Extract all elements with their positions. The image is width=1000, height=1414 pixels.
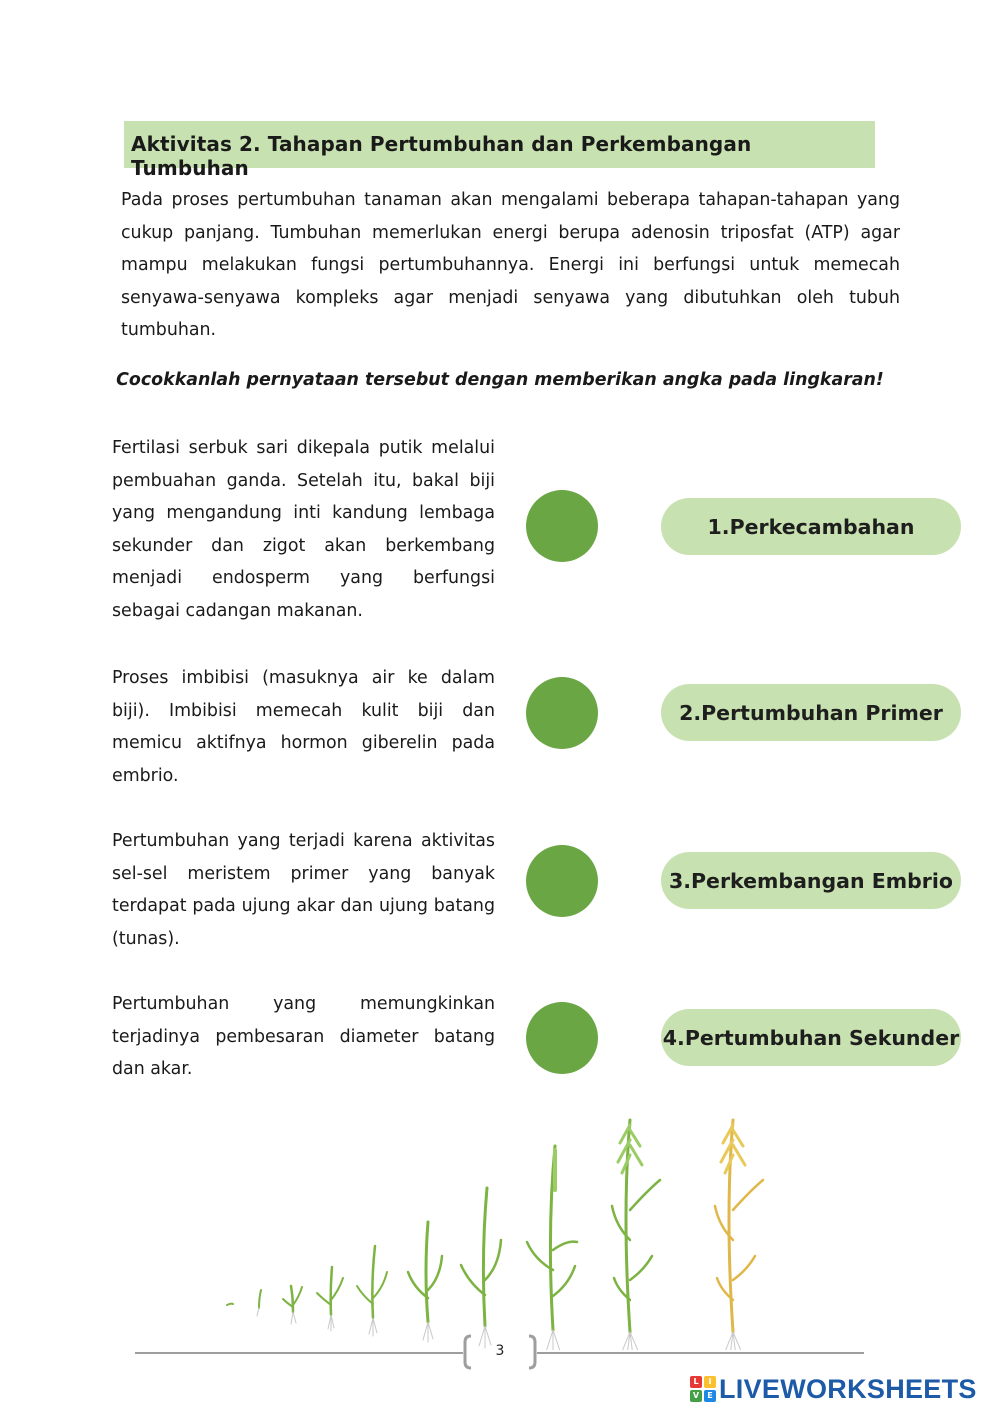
option-pill-2: 2.Pertumbuhan Primer [661, 684, 961, 741]
activity-title: Aktivitas 2. Tahapan Pertumbuhan dan Perkembangan Tumbuhan [131, 132, 752, 180]
option-pill-1: 1.Perkecambahan [661, 498, 961, 555]
intro-paragraph: Pada proses pertumbuhan tanaman akan mengalami beberapa tahapan-tahapan yang cukup panjang. Tumbuhan memerlukan energi berupa adenosin triposfat (ATP) agar mampu melakukan fungsi pertumbuhannya. Energi ini berfungsi untuk memecah senyawa-senyawa kompleks agar menjadi senyawa yang dibutuhkan oleh tubuh tumbuhan. [121, 190, 900, 341]
option-pill-3: 3.Perkembangan Embrio [661, 852, 961, 909]
footer-line-left [135, 1352, 463, 1354]
plant-stage-6 [408, 1222, 442, 1342]
plant-stage-8 [527, 1146, 577, 1350]
instruction-text: Cocokkanlah pernyataan tersebut dengan memberikan angka pada lingkaran! [116, 370, 884, 390]
answer-circle-2[interactable] [526, 677, 598, 749]
answer-circle-1[interactable] [526, 490, 598, 562]
plant-stage-1 [227, 1304, 233, 1305]
statement-3: Pertumbuhan yang terjadi karena aktivitas sel-sel meristem primer yang banyak terdapat pada ujung akar dan ujung batang (tunas). [112, 831, 495, 949]
activity-title-bar [124, 121, 875, 180]
brand-wordmark: LIVEWORKSHEETS [719, 1373, 977, 1404]
footer-line-right [537, 1352, 864, 1354]
plant-stage-4 [317, 1267, 343, 1331]
plant-stage-3 [283, 1286, 302, 1324]
liveworksheets-logo-icon: L I V E [690, 1376, 716, 1402]
plant-growth-illustration [0, 1100, 1000, 1350]
answer-circle-3[interactable] [526, 845, 598, 917]
plant-stage-9 [612, 1120, 660, 1350]
plant-stage-7 [461, 1188, 501, 1348]
statement-1: Fertilasi serbuk sari dikepala putik melalui pembuahan ganda. Setelah itu, bakal biji yang mengandung inti kandung lembaga sekunder dan zigot akan berkembang menjadi endosperm yang berfungsi sebagai cadangan makanan. [112, 438, 495, 621]
page-number: 3 [495, 1343, 505, 1359]
plant-stage-2 [257, 1290, 261, 1316]
liveworksheets-brand [690, 1372, 977, 1406]
plant-stage-10 [715, 1120, 763, 1350]
statement-2: Proses imbibisi (masuknya air ke dalam biji). Imbibisi memecah kulit biji dan memicu aktifnya hormon giberelin pada embrio. [112, 668, 495, 786]
option-pill-4: 4.Pertumbuhan Sekunder [661, 1009, 961, 1066]
answer-circle-4[interactable] [526, 1002, 598, 1074]
plant-stage-5 [357, 1246, 387, 1336]
statement-4: Pertumbuhan yang memungkinkan terjadinya pembesaran diameter batang dan akar. [112, 994, 495, 1080]
